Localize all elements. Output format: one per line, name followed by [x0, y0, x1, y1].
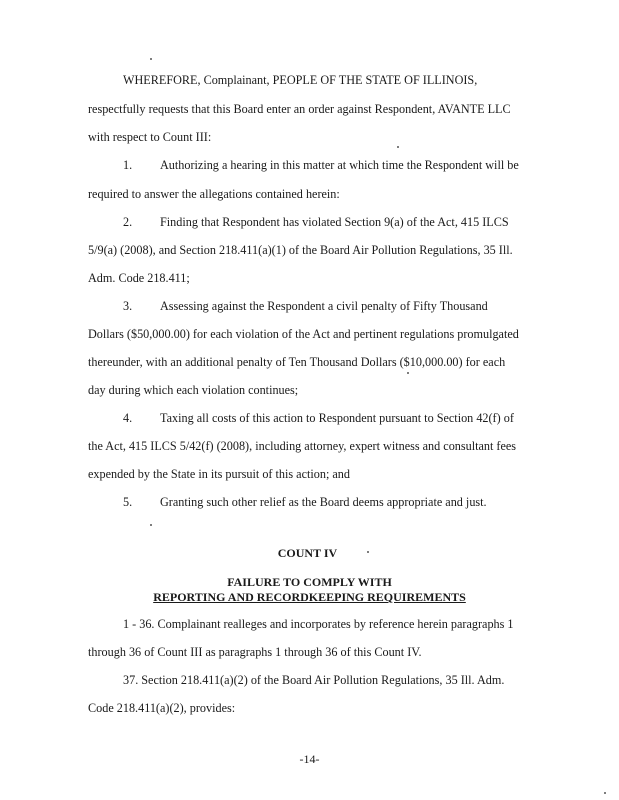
item-1-line-1: Authorizing a hearing in this matter at which time the Respondent will be [160, 158, 519, 172]
item-2-line-2: 5/9(a) (2008), and Section 218.411(a)(1) of the Board Air Pollution Regulations, 35 Ill. [88, 243, 513, 257]
para-37-line-1: 37. Section 218.411(a)(2) of the Board Air Pollution Regulations, 35 Ill. Adm. [123, 673, 505, 687]
item-4-number: 4. [123, 411, 133, 425]
wherefore-line-3: with respect to Count III: [88, 130, 212, 144]
para-1-36-line-2: through 36 of Count III as paragraphs 1 through 36 of this Count IV. [88, 645, 422, 659]
para-1-36-line-1: 1 - 36. Complainant realleges and incorporates by reference herein paragraphs 1 [123, 617, 514, 631]
item-4-line-2: the Act, 415 ILCS 5/42(f) (2008), including attorney, expert witness and consultant fees [88, 439, 517, 453]
wherefore-line-1: WHEREFORE, Complainant, PEOPLE OF THE STATE OF ILLINOIS, [123, 73, 478, 87]
item-3-line-2: Dollars ($50,000.00) for each violation of the Act and pertinent regulations promulgated [88, 327, 519, 341]
item-2-line-1: Finding that Respondent has violated Section 9(a) of the Act, 415 ILCS [160, 215, 509, 229]
scan-speck [407, 372, 409, 374]
item-3-line-4: day during which each violation continues; [88, 383, 299, 397]
item-1-number: 1. [123, 158, 133, 172]
count-title: COUNT IV [277, 546, 338, 560]
scan-speck [150, 58, 152, 60]
item-1-line-2: required to answer the allegations contained herein: [88, 187, 340, 201]
para-37-line-2: Code 218.411(a)(2), provides: [88, 701, 236, 715]
item-4-line-1: Taxing all costs of this action to Respondent pursuant to Section 42(f) of [160, 411, 514, 425]
page-number: -14- [299, 752, 320, 766]
item-3-line-3: thereunder, with an additional penalty of Ten Thousand Dollars ($10,000.00) for each [88, 355, 506, 369]
count-subtitle-line-1: FAILURE TO COMPLY WITH [227, 575, 392, 589]
item-4-line-3: expended by the State in its pursuit of this action; and [88, 467, 350, 481]
item-3-number: 3. [123, 299, 133, 313]
scan-speck [397, 146, 399, 148]
item-3-line-1: Assessing against the Respondent a civil penalty of Fifty Thousand [160, 299, 488, 313]
item-2-line-3: Adm. Code 218.411; [88, 271, 190, 285]
scan-speck [150, 524, 152, 526]
wherefore-line-2: respectfully requests that this Board enter an order against Respondent, AVANTE LLC [88, 102, 511, 116]
scan-speck [604, 792, 606, 794]
item-5-line-1: Granting such other relief as the Board deems appropriate and just. [160, 495, 487, 509]
item-2-number: 2. [123, 215, 133, 229]
scan-speck [367, 551, 369, 553]
count-subtitle-line-2: REPORTING AND RECORDKEEPING REQUIREMENTS [153, 590, 466, 604]
item-5-number: 5. [123, 495, 133, 509]
